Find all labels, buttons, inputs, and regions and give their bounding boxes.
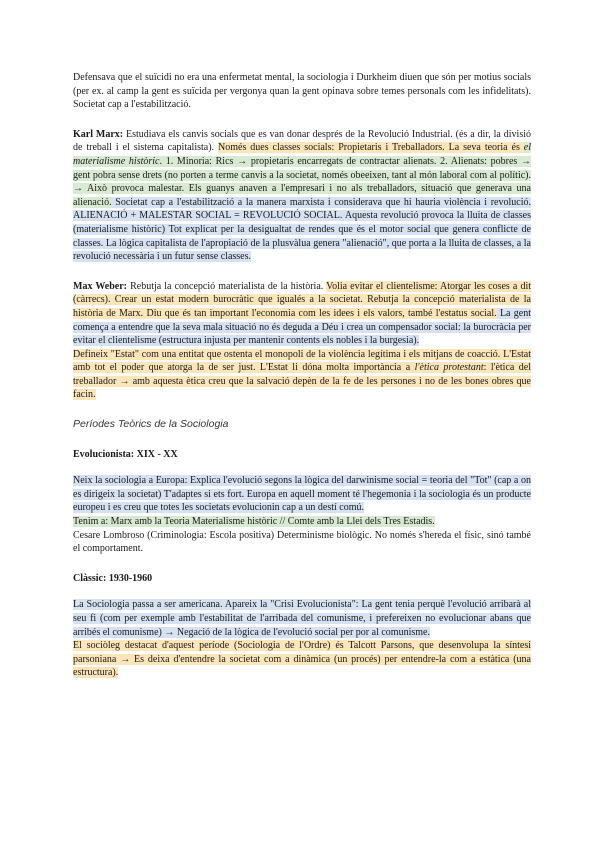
weber-paragraph: [73, 280, 531, 348]
weber-protestant-ethic: l'ètica protestant: [414, 362, 484, 374]
weber-ethic-term-wrap: [415, 362, 484, 373]
weber-text-1: Rebutja la concepció materialista de la història.: [127, 280, 327, 292]
classic-highlight-blue: La Sociologia passa a ser americana. Apareix la "Crisi Evolucionista": La gent tenia perquè l'evolució arribarà al seu fi (com per exemple amb l'estabilitat de l'arribada del comunisme, i prefereixen no evolucionar abans que arribés el comunisme) → Negació de la lògica de l'evolució social per por al comunisme.: [73, 599, 531, 638]
evolutionist-heading: Evolucionista: XIX - XX: [73, 448, 178, 460]
weber-state-text-2: : l'ètica del treballador → amb aquesta ètica creu que la salvació depèn de la fe de les persones i no de les bones obres que facin.: [73, 362, 532, 401]
marx-highlight-yellow: Només dues classes socials: Propietaris i Treballadors. La seva teoria és: [218, 142, 524, 154]
marx-name: Karl Marx:: [73, 128, 124, 140]
classic-highlight-yellow: El sociòleg destacat d'aquest període (Sociologia de l'Ordre) és Talcott Parsons, que desenvolupa la síntesi parsoniana → Es deixa d'entendre la societat com a dinàmica (un procés) per entendre-la com a estàtica (una estructura).: [73, 640, 531, 679]
document-page: [73, 71, 531, 680]
weber-highlight-blue: La gent comença a entendre que la seva mala situació no és deguda a Déu i crea un compensador social: la burocràcia per evitar el clientelisme (estructura injusta per mantenir contents els nobles i la burgesia).: [73, 307, 532, 347]
marx-highlight-blue: Societat cap a l'estabilització a la manera marxista i considerava que hi hauria violència i revolució. ALIENACIÓ + MALESTAR SOCIAL = REVOLUCIÓ SOCIAL. Aquesta revolució provoca la lluita de classes (materialisme històric) Tot explicat per la desigualtat de rendes que és el motor social que genera conflicte de classes. La lògica capitalista de l'apropiació de la plusvàlua genera "alienació", que porta a la lluita de classes, a la revolució necessària i un futur sense classes.: [73, 196, 531, 263]
weber-state-paragraph: [73, 348, 531, 402]
classic-paragraph: [73, 598, 531, 639]
evolutionist-authors: [73, 515, 531, 529]
classic-heading: Clàssic: 1930-1960: [73, 572, 153, 584]
marx-materialism-term: el materialisme històric: [73, 142, 532, 167]
classic-parsons: [73, 639, 531, 680]
marx-text-1: Estudiava els canvis socials que es van donar després de la Revolució Industrial. (és a dir, la divisió de treball i el sistema capitalista).: [73, 128, 531, 154]
marx-paragraph: [73, 128, 531, 264]
weber-name: Max Weber:: [73, 280, 127, 292]
weber-highlight-yellow: Volia evitar el clientelisme: Atorgar les coses a dit (càrrecs). Crear un estat modern burocràtic que igualés a la societat. Rebutja la concepció materialista de la història de Marx. Diu que és tan important l'economia com les idees i els valors, també l'estatus social.: [73, 280, 531, 319]
evolutionist-lombroso: Cesare Lombroso (Criminologia: Escola positiva) Determinisme biològic. No només s'hereda el físic, sinó també el comportament.: [73, 529, 531, 555]
marx-highlight-green: . 1. Minoria: Rics → propietaris encarregats de contractar alienats. 2. Alienats: pobres → gent pobra sense drets (no porten a terme canvis a la societat, només obeeixen, tant al món laboral com al polític). → Això provoca malestar. Els guanys anaven a l'empresari i no als treballadors, situació que generava una alienació.: [73, 155, 531, 208]
evolutionist-highlight-blue: Neix la sociologia a Europa: Explica l'evolució segons la lògica del darwinisme social = teoria del "Tot" (cap a on es dirigeix la societat) T'adaptes si ets fort. Europa en aquell moment té l'hegemonia i la sociologia és un producte europeu i es creu que totes les societats evolucionin cap a un destí comú.: [73, 475, 531, 514]
evolutionist-authors-text: Tenim a: Marx amb la Teoria Materialisme històric // Comte amb la Llei dels Tres Estadis.: [73, 516, 435, 528]
evolutionist-paragraph: [73, 474, 531, 515]
weber-state-text: Defineix "Estat" com una entitat que ostenta el monopoli de la violència legítima i els mitjans de coacció. L'Estat amb tot el poder que atorga la de ser just. L'Estat li dóna molta importància a: [73, 348, 531, 374]
intro-paragraph: Defensava que el suïcidi no era una enfermetat mental, la sociologia i Durkheim diuen que són per motius socials (per ex. al camp la gent es suïcida per vergonya quan la gent opinava sobre temes personals com les infidelitats). Societat cap a l'estabilització.: [73, 72, 531, 111]
periods-title: Períodes Teòrics de la Sociologia: [73, 418, 229, 431]
